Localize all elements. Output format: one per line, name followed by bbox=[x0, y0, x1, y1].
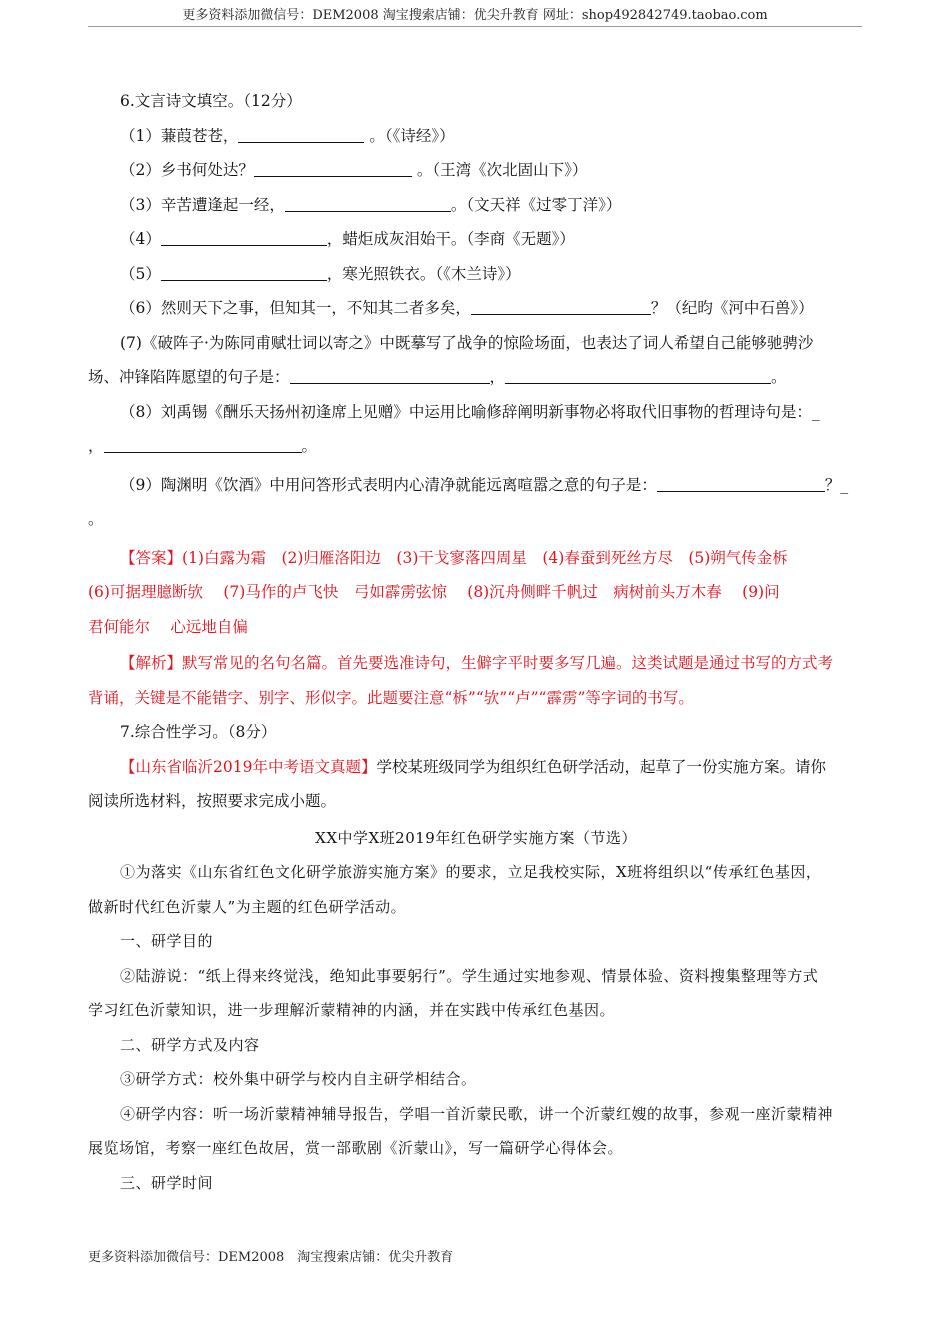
analysis-text: 默写常见的名句名篇。首先要选准诗句，生僻字平时要多写几遍。这类试题是通过书写的方式考 bbox=[182, 654, 834, 672]
q6-item-text: ？（纪昀《河中石兽》） bbox=[650, 299, 814, 317]
page-header: 更多资料添加微信号：DEM2008 淘宝搜索店铺：优尖升教育 网址：shop492842749.taobao.com bbox=[182, 8, 768, 23]
q6-item-text: ？_ bbox=[824, 475, 849, 494]
q7-source: 【山东省临沂2019年中考语文真题】 bbox=[120, 757, 377, 776]
answer-label: 【答案】 bbox=[120, 548, 183, 567]
plan-paragraph-3: ③研学方式：校外集中研学与校内自主研学相结合。 bbox=[120, 1070, 477, 1088]
answer-blank[interactable] bbox=[290, 365, 490, 384]
analysis-label: 【解析】 bbox=[120, 654, 183, 672]
q6-item-text: 。（文天祥《过零丁洋》） bbox=[450, 195, 622, 214]
answer-blank[interactable] bbox=[285, 193, 451, 212]
answer-blank[interactable] bbox=[161, 262, 327, 281]
plan-paragraph-2-cont: 学习红色沂蒙知识，进一步理解沂蒙精神的内涵，并在实践中传承红色基因。 bbox=[88, 1001, 616, 1019]
q6-item-5 bbox=[88, 257, 864, 292]
q6-title: 6.文言诗文填空。（12分） bbox=[120, 92, 302, 110]
answer-blank[interactable] bbox=[254, 158, 412, 177]
q6-item-text: （4） bbox=[120, 230, 161, 248]
q6-item-text: （1）蒹葭苍苍， bbox=[120, 126, 239, 145]
punctuation: 。 bbox=[88, 510, 104, 528]
answer-line bbox=[88, 541, 864, 576]
q7-intro-line1 bbox=[88, 750, 864, 785]
plan-excerpt bbox=[88, 821, 864, 1201]
plan-paragraph-1: ①为落实《山东省红色文化研学旅游实施方案》的要求，立足我校实际，X班将组织以“传承红色基因， bbox=[120, 863, 822, 881]
q6-item-text: （6）然则天下之事，但知其一，不知其二者多矣， bbox=[120, 299, 471, 317]
q6-item-9-line2 bbox=[88, 502, 864, 537]
plan-paragraph-1-cont: 做新时代红色沂蒙人”为主题的红色研学活动。 bbox=[88, 897, 407, 916]
plan-paragraph-4-cont: 展览场馆，考察一座红色故居，赏一部歌剧《沂蒙山》，写一篇研学心得体会。 bbox=[88, 1139, 624, 1157]
punctuation: 。 bbox=[301, 437, 318, 455]
q6-item-text: （9）陶渊明《饮酒》中用问答形式表明内心清净就能远离喧嚣之意的句子是： bbox=[120, 475, 657, 494]
punctuation: ， bbox=[489, 368, 506, 386]
plan-heading-purpose: 一、研学目的 bbox=[120, 932, 214, 950]
q6-item-text: 。（王湾《次北固山下》） bbox=[416, 161, 588, 179]
q6-item-9-line1 bbox=[88, 468, 864, 503]
answer-blank[interactable] bbox=[104, 434, 302, 453]
plan-title: XX中学X班2019年红色研学实施方案（节选） bbox=[315, 828, 637, 847]
answer-line: 君何能尔 心远地自偏 bbox=[88, 617, 248, 636]
plan-paragraph-2: ②陆游说：“纸上得来终觉浅，绝知此事要躬行”。学生通过实地参观、情景体验、资料搜集整理等方式 bbox=[120, 966, 819, 985]
punctuation: 。 bbox=[771, 368, 787, 386]
q6-item-text: 。（《诗经》） bbox=[369, 126, 455, 145]
q6-item-text: 场、冲锋陷阵愿望的句子是： bbox=[88, 368, 290, 386]
q6-item-4 bbox=[88, 222, 864, 257]
header-divider bbox=[88, 26, 862, 27]
plan-paragraph-4: ④研学内容：听一场沂蒙精神辅导报告，学唱一首沂蒙民歌，讲一个沂蒙红嫂的故事，参观一座沂蒙精神 bbox=[120, 1104, 834, 1123]
punctuation: ， bbox=[88, 437, 104, 455]
answer-blank[interactable] bbox=[238, 124, 364, 143]
answer-blank[interactable] bbox=[161, 227, 327, 246]
answer-blank[interactable] bbox=[471, 296, 651, 315]
answer-line: (6)可据理臆断欤 (7)马作的卢飞快 弓如霹雳弦惊 (8)沉舟侧畔千帆过 病树前头万木春 (9)问 bbox=[88, 583, 780, 601]
q6-item-8-line1: （8）刘禹锡《酬乐天扬州初逢席上见赠》中运用比喻修辞阐明新事物必将取代旧事物的哲理诗句是：_ bbox=[120, 402, 820, 421]
page-footer: 更多资料添加微信号：DEM2008 淘宝搜索店铺：优尖升教育 bbox=[88, 1250, 454, 1265]
plan-heading-method: 二、研学方式及内容 bbox=[120, 1035, 260, 1054]
q6-item-text: ，寒光照铁衣。（《木兰诗》） bbox=[326, 264, 521, 283]
q6-item-7-line1: (7)《破阵子·为陈同甫赋壮词以寄之》中既摹写了战争的惊险场面，也表达了词人希望自己能够驰骋沙 bbox=[120, 333, 814, 352]
analysis-line bbox=[88, 646, 864, 681]
q6-item-2 bbox=[88, 153, 864, 188]
q6-item-6 bbox=[88, 291, 864, 326]
q6-item-3 bbox=[88, 188, 864, 223]
answer-blank[interactable] bbox=[657, 473, 825, 492]
q7-intro-line2: 阅读所选材料，按照要求完成小题。 bbox=[88, 792, 337, 810]
answer-text: (1)白露为霜 (2)归雁洛阳边 (3)干戈寥落四周星 (4)春蚕到死丝方尽 (5)朔气传金柝 bbox=[182, 548, 788, 567]
q6-item-8-line2 bbox=[88, 429, 864, 464]
analysis-block bbox=[88, 646, 864, 715]
answer-blank[interactable] bbox=[505, 365, 771, 384]
q6-item-1 bbox=[88, 119, 864, 154]
answer-block bbox=[88, 541, 864, 645]
q6-item-text: ，蜡炬成灰泪始干。（李商《无题》） bbox=[326, 230, 575, 248]
analysis-line: 背诵，关键是不能错字、别字、形似字。此题要注意“柝”“欤”“卢”“霹雳”等字词的书写。 bbox=[88, 688, 694, 707]
q6-item-7-line2 bbox=[88, 360, 864, 395]
q6-item-text: （3）辛苦遭逢起一经， bbox=[120, 195, 285, 214]
q7-title: 7.综合性学习。（8分） bbox=[120, 723, 277, 741]
q7-intro-text: 学校某班级同学为组织红色研学活动，起草了一份实施方案。请你 bbox=[376, 757, 826, 776]
plan-heading-time: 三、研学时间 bbox=[120, 1173, 214, 1192]
page-content bbox=[88, 84, 864, 1200]
q6-item-text: （2）乡书何处达？ bbox=[120, 161, 254, 179]
q6-item-text: （5） bbox=[120, 264, 161, 283]
